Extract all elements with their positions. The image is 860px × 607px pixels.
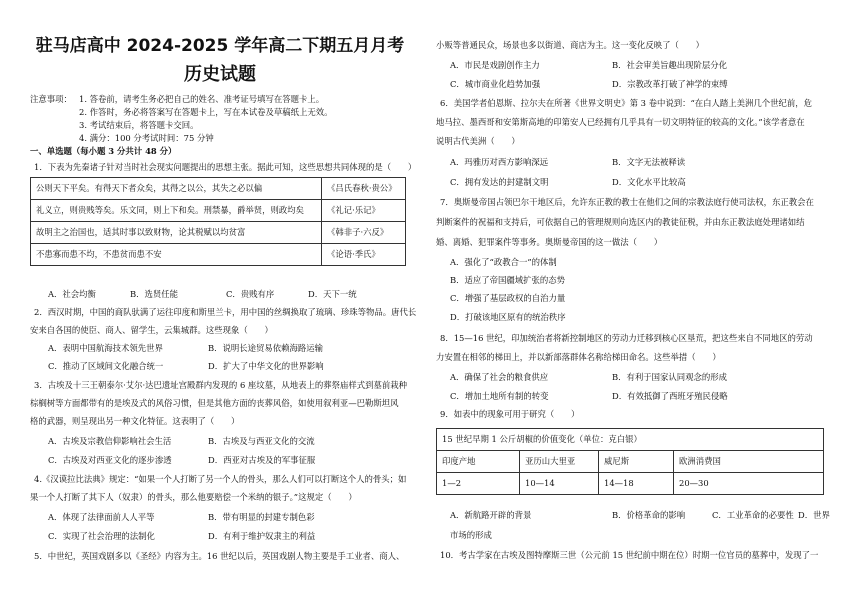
q2-option-d: D．扩大了中华文化的世界影响 — [208, 361, 324, 371]
note-item: 2. 作答时，务必将答案写在答题卡上，写在本试卷及草稿纸上无效。 — [79, 107, 333, 117]
q6-option-c: C．拥有发达的封建制文明 — [450, 177, 549, 187]
q4-line: 果一个人打断了其下人（奴隶）的骨头，那么他要赔偿一个米纳的银子。”这规定（ ） — [30, 492, 357, 502]
q4-option-a: A．体现了法律面前人人平等 — [48, 512, 155, 522]
table-cell: 《韩非子·六反》 — [322, 222, 406, 244]
table-row — [31, 222, 406, 244]
q6-option-d: D．文化水平比较高 — [612, 177, 686, 187]
table-cell: 公则天下平矣。有得天下者众矣，其得之以公，其失之必以偏 — [31, 178, 322, 200]
q4-option-b: B．带有明显的封建专制色彩 — [208, 512, 315, 522]
q8-line: 8．15—16 世纪，印加统治者将新控制地区的劳动力迁移到核心区垦荒，把这些来自不同地区的劳动 — [440, 333, 813, 343]
q7-option-c: C．增强了基层政权的自治力量 — [450, 293, 566, 303]
q2-line: 2．西汉时期，中国的商队驮满了运往印度和斯里兰卡，用中国的丝绸换取了琉璃、珍珠等物品。唐代长 — [34, 307, 417, 317]
q1-table — [30, 177, 406, 266]
q8-option-d: D．有效抵御了西班牙殖民侵略 — [612, 391, 728, 401]
table-header: 威尼斯 — [599, 451, 674, 473]
q1-option-d: D．天下一统 — [308, 289, 357, 299]
table-cell: 14—18 — [599, 473, 674, 495]
note-item: 1. 答卷前，请考生务必把自己的姓名、准考证号填写在答题卡上。 — [79, 94, 325, 104]
q7-line: 7．奥斯曼帝国占领巴尔干地区后，允许东正教的教士在他们之间的宗教法庭行使司法权，东正教会在 — [440, 197, 814, 207]
table-cell: 礼义立，则贵贱等矣。乐文同，则上下和矣。刑禁暴，爵举贤，则政均矣 — [31, 200, 322, 222]
q5-option-a: A．市民是戏剧创作主力 — [450, 60, 540, 70]
q8-option-b: B．有利于国家认同观念的形成 — [612, 372, 728, 382]
q2-option-c: C．推动了区域间文化融合统一 — [48, 361, 164, 371]
table-row — [31, 178, 406, 200]
subject-title: 历史试题 — [184, 64, 256, 85]
q8-option-c: C．增加土地所有制的转变 — [450, 391, 549, 401]
q1-stem: 1．下表为先秦诸子针对当时社会现实问题提出的思想主张。据此可知，这些思想共同体现的是（ ） — [34, 162, 417, 172]
table-row — [31, 244, 406, 266]
table-cell: 20—30 — [674, 473, 824, 495]
q5-option-b: B．社会审美旨趣出现阶层分化 — [612, 60, 728, 70]
school-title: 驻马店高中 2024-2025 学年高二下期五月月考 — [35, 36, 405, 56]
table-cell: 故明主之治国也，适其时事以致财物，论其税赋以均贫富 — [31, 222, 322, 244]
q1-option-a: A．社会均衡 — [48, 289, 96, 299]
table-row — [437, 473, 824, 495]
q3-line: 3．古埃及十三王朝泰尔·艾尔·达巴遗址宫殿群内发现的 6 座坟墓，从地表上的葬祭庙样式到墓前栽种 — [34, 380, 408, 390]
table-cell: 《论语·季氏》 — [322, 244, 406, 266]
table-cell: 1—2 — [437, 473, 520, 495]
q4-line: 4.《汉谟拉比法典》规定：“如果一个人打断了另一个人的骨头，那么人们可以打断这个人的骨头；如 — [34, 474, 407, 484]
q7-option-d: D．打破该地区原有的统治秩序 — [450, 312, 566, 322]
q9-option-cont: 市场的形成 — [450, 530, 492, 540]
q6-line: 6．美国学者伯恩斯、拉尔夫在所著《世界文明史》第 3 卷中说到：“在白人踏上美洲几个世纪前，危 — [440, 98, 813, 108]
table-row — [437, 429, 824, 451]
q9-option-a: A．新航路开辟的背景 — [450, 510, 532, 520]
q6-line: 地马拉、墨西哥和安第斯高地的印第安人已经拥有几乎具有一切文明特征的较高的文化。”该学者意在 — [436, 117, 805, 127]
q9-option-d: D．世界 — [798, 510, 830, 520]
table-cell: 《吕氏春秋·贵公》 — [322, 178, 406, 200]
q9-option-b: B．价格革命的影响 — [612, 510, 686, 520]
q4-option-c: C．实现了社会治理的法制化 — [48, 531, 155, 541]
q9-stem: 9．如表中的现象可用于研究（ ） — [440, 409, 580, 419]
note-item: 3. 考试结束后，将答题卡交回。 — [79, 120, 199, 130]
q6-option-a: A．玛雅历对西方影响深远 — [450, 157, 549, 167]
q9-table — [436, 428, 824, 495]
q5-option-d: D．宗教改革打破了神学的束缚 — [612, 79, 728, 89]
q7-line: 婚、离婚、犯罪案件等事务。奥斯曼帝国的这一做法（ ） — [436, 237, 663, 247]
note-item: 4. 满分：100 分考试时间：75 分钟 — [79, 133, 214, 143]
q7-option-a: A．强化了“政教合一”的体制 — [450, 257, 557, 267]
q10-line: 10．考古学家在古埃及图特摩斯三世（公元前 15 世纪前中期在位）时期一位官员的墓葬中，发现了一 — [440, 550, 819, 560]
q8-option-a: A．确保了社会的粮食供应 — [450, 372, 549, 382]
q5-cont: 小贩等普通民众，场景也多以街道、商店为主。这一变化反映了（ ） — [436, 40, 704, 50]
q1-option-c: C．贵贱有序 — [226, 289, 275, 299]
q3-option-c: C．古埃及对西亚文化的逐步渗透 — [48, 455, 172, 465]
section-heading: 一、单选题（每小题 3 分共计 48 分） — [30, 146, 177, 156]
q7-option-b: B．适应了帝国疆域扩张的态势 — [450, 275, 566, 285]
q2-line: 安来自各国的使臣、商人、留学生，云集城群。这些现象（ ） — [30, 325, 273, 335]
q5-option-c: C．城市商业化趋势加强 — [450, 79, 541, 89]
q6-line: 说明古代美洲（ ） — [436, 136, 520, 146]
q3-option-b: B．古埃及与西亚文化的交流 — [208, 436, 315, 446]
q3-option-a: A．古埃及宗教信仰影响社会生活 — [48, 436, 172, 446]
q8-line: 力安置在相邻的梯田上，并以新部落群体名称给梯田命名。这些举措（ ） — [436, 352, 721, 362]
table-cell: 《礼记·乐记》 — [322, 200, 406, 222]
q9-option-c: C．工业革命的必要性 — [712, 510, 794, 520]
q7-line: 判断案件的祝福和支持后，可依据自己的管理规则向选区内的教徒征税，并由东正教法庭处理诸如结 — [436, 217, 805, 227]
table-cell: 10—14 — [520, 473, 599, 495]
table-cell: 不患寡而患不均，不患贫而患不安 — [31, 244, 322, 266]
table-header: 印度产地 — [437, 451, 520, 473]
q5-line: 5．中世纪，英国戏剧多以《圣经》内容为主。16 世纪以后，英国戏剧人物主要是手工业者、商人、 — [34, 551, 405, 561]
q2-option-b: B．说明长途贸易依赖海路运输 — [208, 343, 324, 353]
table-header: 欧洲消费国 — [674, 451, 824, 473]
table-title: 15 世纪早期 1 公斤胡椒的价值变化（单位：克白银） — [437, 429, 824, 451]
q3-line: 格的武器，则呈现出另一种文化特征。这表明了（ ） — [30, 416, 240, 426]
q3-option-d: D．西亚对古埃及的军事征服 — [208, 455, 316, 465]
q6-option-b: B．文字无法被释读 — [612, 157, 686, 167]
q1-option-b: B．选贤任能 — [130, 289, 179, 299]
q2-option-a: A．表明中国航海技术领先世界 — [48, 343, 163, 353]
notes-label: 注意事项： — [30, 94, 72, 104]
table-header: 亚历山大里亚 — [520, 451, 599, 473]
q4-option-d: D．有利于维护奴隶主的利益 — [208, 531, 316, 541]
table-row — [31, 200, 406, 222]
table-row — [437, 451, 824, 473]
q3-line: 棕榈树等方面都带有的是埃及式的风俗习惯，但是其他方面的丧葬风俗，如使用叙利亚—巴勒斯坦风 — [30, 398, 399, 408]
